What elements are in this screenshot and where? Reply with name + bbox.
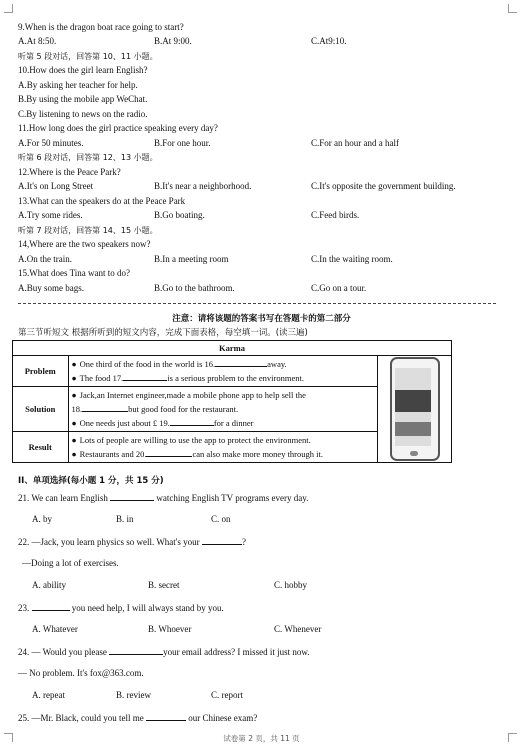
question-12-option-b: B.It's near a neighborhood. [154, 181, 252, 191]
dashed-divider [18, 303, 496, 304]
question-21-option-a: A. by [32, 514, 52, 524]
listening-note-7: 听第 7 段对话，回答第 14、15 小题。 [18, 226, 158, 235]
answer-card-notice: 注意：请将该题的答案书写在答题卡的第二部分 [172, 314, 351, 324]
question-9-option-b: B.At 9:00. [154, 36, 192, 46]
question-14-option-a: A.On the train. [18, 254, 72, 264]
question-22-option-b: B. secret [148, 580, 180, 590]
solution-line-3: ● One needs just about £ 19. for a dinner [72, 416, 375, 430]
question-13-stem: 13.What can the speakers do at the Peace Park [18, 196, 186, 206]
question-10-option-a: A.By asking her teacher for help. [18, 80, 138, 90]
blank-23[interactable] [32, 602, 70, 611]
question-22-option-c: C. hobby [274, 580, 308, 590]
question-13-option-c: C.Feed birds. [311, 210, 360, 220]
question-14-option-b: B.In a meeting room [154, 254, 229, 264]
question-10-option-b: B.By using the mobile app WeChat. [18, 94, 148, 104]
question-24-option-a: A. repeat [32, 690, 65, 700]
question-11-option-b: B.For one hour. [154, 138, 211, 148]
blank-17[interactable] [123, 372, 167, 381]
question-21-stem: 21. We can learn English watching English TV programs every day. [18, 493, 309, 503]
question-9-option-c: C.At9:10. [311, 36, 347, 46]
question-21-option-c: C. on [211, 514, 231, 524]
question-12-option-c: C.It's opposite the government building. [311, 181, 456, 191]
row-label-problem: Problem [13, 356, 69, 387]
mobile-phone-illustration [390, 357, 440, 461]
corner-mark-top-right [508, 4, 517, 13]
question-22-option-a: A. ability [32, 580, 66, 590]
result-line-2: ● Restaurants and 20. can also make more money through it. [72, 447, 375, 461]
section-3-instructions: 第三节听短文 根据所听到的短文内容，完成下面表格，每空填一词。(读三遍) [18, 328, 308, 338]
page-footer: 试卷第 2 页，共 11 页 [223, 734, 300, 743]
question-13-option-a: A.Try some rides. [18, 210, 83, 220]
question-10-stem: 10.How does the girl learn English? [18, 65, 148, 75]
question-24-stem: 24. — Would you please your email address? I missed it just now. [18, 647, 310, 657]
blank-18[interactable] [82, 403, 128, 412]
question-9-stem: 9.When is the dragon boat race going to start? [18, 22, 184, 32]
blank-16[interactable] [215, 358, 267, 367]
karma-table [12, 340, 452, 463]
question-24-option-b: B. review [116, 690, 151, 700]
question-21-option-b: B. in [116, 514, 134, 524]
question-14-stem: 14,Where are the two speakers now? [18, 239, 151, 249]
question-11-option-a: A.For 50 minutes. [18, 138, 84, 148]
solution-line-2: 18. but good food for the restaurant. [71, 404, 239, 414]
part-2-heading: II、单项选择(每小题 1 分，共 15 分) [18, 476, 164, 486]
question-15-stem: 15.What does Tina want to do? [18, 268, 130, 278]
solution-cell [68, 387, 378, 432]
question-11-option-c: C.For an hour and a half [311, 138, 399, 148]
question-12-stem: 12.Where is the Peace Park? [18, 167, 121, 177]
problem-line-1: ● One third of the food in the world is 16. away. [72, 357, 375, 371]
question-23-stem: 23. you need help, I will always stand by you. [18, 603, 224, 613]
question-11-stem: 11.How long does the girl practice speaking every day? [18, 123, 218, 133]
blank-21[interactable] [110, 492, 154, 501]
row-label-result: Result [13, 432, 69, 463]
problem-cell [68, 356, 378, 387]
question-23-option-b: B. Whoever [148, 624, 192, 634]
corner-mark-top-left [4, 4, 13, 13]
problem-line-2: ● The food 17. is a serious problem to the environment. [72, 371, 375, 385]
question-9-option-a: A.At 8:50. [18, 36, 57, 46]
blank-25[interactable] [146, 712, 186, 721]
table-title: Karma [13, 341, 452, 356]
listening-note-6: 听第 6 段对话，回答第 12、13 小题。 [18, 153, 158, 162]
question-15-option-c: C.Go on a tour. [311, 283, 367, 293]
blank-22[interactable] [202, 536, 242, 545]
blank-24[interactable] [109, 646, 163, 655]
question-15-option-b: B.Go to the bathroom. [154, 283, 235, 293]
blank-19[interactable] [170, 417, 214, 426]
phone-image-cell [378, 356, 452, 463]
question-13-option-b: B.Go boating. [154, 210, 205, 220]
row-label-solution: Solution [13, 387, 69, 432]
question-10-option-c: C.By listening to news on the radio. [18, 109, 148, 119]
solution-line-1: ● Jack,an Internet engineer,made a mobile phone app to help sell the [72, 388, 375, 402]
question-22-stem: 22. —Jack, you learn physics so well. What's your ? [18, 537, 246, 547]
result-cell [68, 432, 378, 463]
question-23-option-a: A. Whatever [32, 624, 78, 634]
question-14-option-c: C.In the waiting room. [311, 254, 393, 264]
result-line-1: ● Lots of people are willing to use the app to protect the environment. [72, 433, 375, 447]
question-24-option-c: C. report [211, 690, 243, 700]
question-12-option-a: A.It's on Long Street [18, 181, 94, 191]
question-25-stem: 25. —Mr. Black, could you tell me our Chinese exam? [18, 713, 258, 723]
listening-note-5: 听第 5 段对话，回答第 10、11 小题。 [18, 52, 158, 61]
question-15-option-a: A.Buy some bags. [18, 283, 84, 293]
question-22-reply: —Doing a lot of exercises. [22, 558, 119, 568]
question-23-option-c: C. Whenever [274, 624, 322, 634]
question-24-reply: — No problem. It's fox@363.com. [18, 668, 144, 678]
blank-20[interactable] [146, 448, 192, 457]
